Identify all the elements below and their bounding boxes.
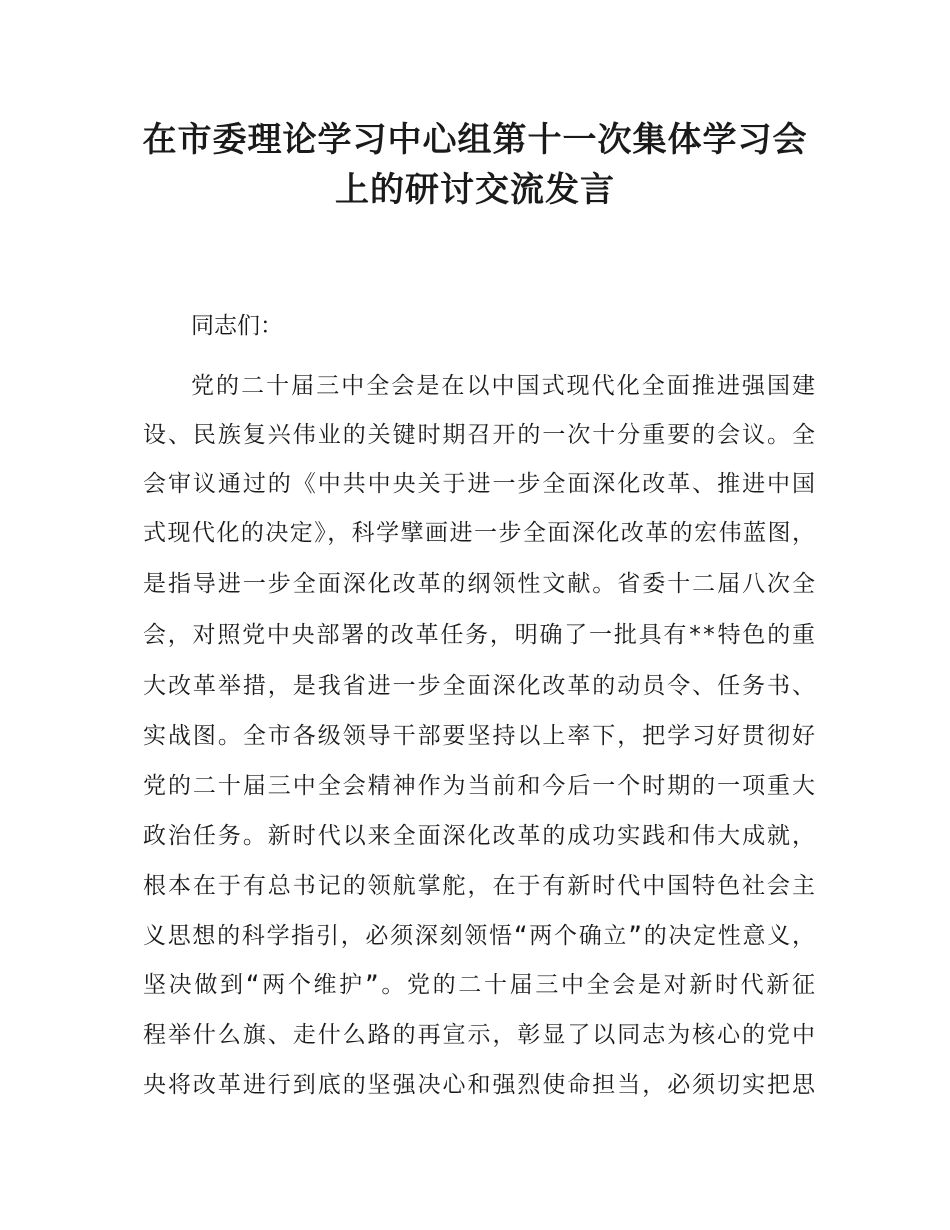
paragraph-line: 程举什么旗、走什么路的再宣示，彰显了以同志为核心的党中 [143, 1022, 815, 1048]
document-title-line-1: 在市委理论学习中心组第十一次集体学习会 [142, 120, 808, 160]
paragraph-line: 会，对照党中央部署的改革任务，明确了一批具有**特色的重 [143, 622, 815, 648]
paragraph-line: 实战图。全市各级领导干部要坚持以上率下，把学习好贯彻好 [143, 723, 815, 749]
paragraph-line: 是指导进一步全面深化改革的纲领性文献。省委十二届八次全 [143, 571, 815, 597]
paragraph-line: 党的二十届三中全会是在以中国式现代化全面推进强国建 [191, 373, 815, 399]
paragraph-line: 党的二十届三中全会精神作为当前和今后一个时期的一项重大 [143, 773, 815, 799]
paragraph-line: 会审议通过的《中共中央关于进一步全面深化改革、推进中国 [143, 471, 815, 497]
document-title-line-2: 上的研讨交流发言 [335, 170, 615, 210]
paragraph-line: 设、民族复兴伟业的关键时期召开的一次十分重要的会议。全 [143, 422, 815, 448]
greeting: 同志们： [191, 313, 283, 339]
paragraph-line: 式现代化的决定》，科学擘画进一步全面深化改革的宏伟蓝图， [143, 520, 815, 546]
paragraph-line: 政治任务。新时代以来全面深化改革的成功实践和伟大成就， [143, 823, 815, 849]
paragraph-line: 大改革举措，是我省进一步全面深化改革的动员令、任务书、 [143, 673, 815, 699]
paragraph-line: 义思想的科学指引，必须深刻领悟“两个确立”的决定性意义， [143, 923, 815, 949]
paragraph-line: 央将改革进行到底的坚强决心和强烈使命担当，必须切实把思 [143, 1072, 815, 1098]
paragraph-line: 坚决做到“两个维护”。党的二十届三中全会是对新时代新征 [143, 972, 815, 998]
paragraph-line: 根本在于有总书记的领航掌舵，在于有新时代中国特色社会主 [143, 873, 815, 899]
